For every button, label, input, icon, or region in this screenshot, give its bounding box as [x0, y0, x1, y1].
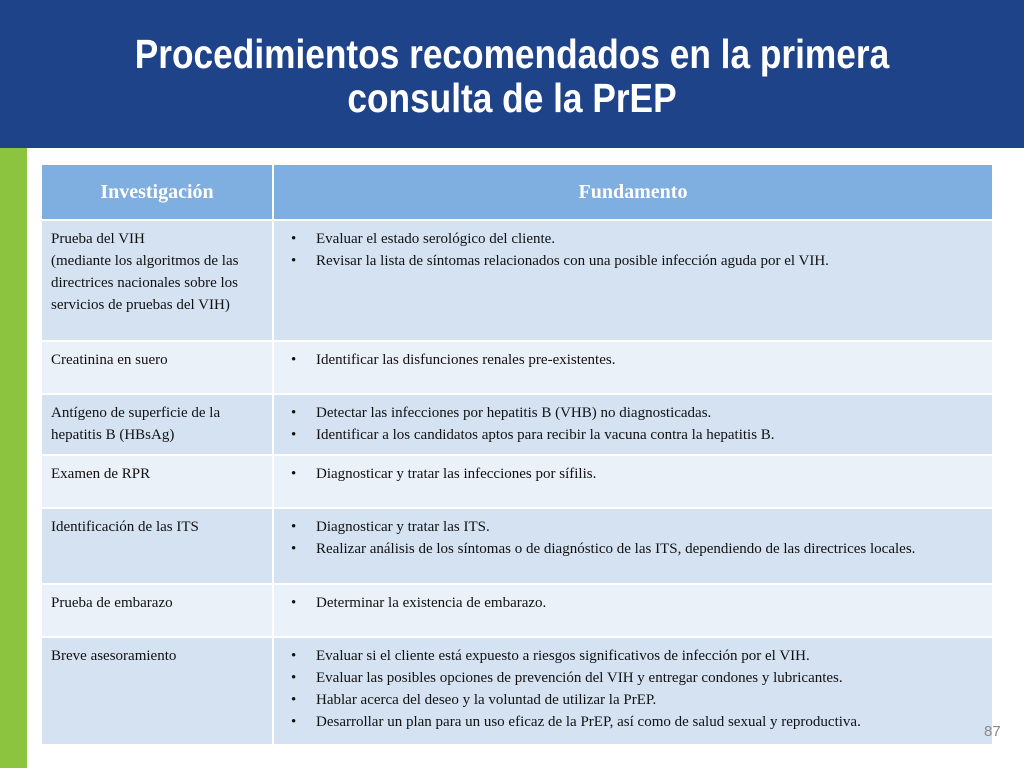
list-item [283, 228, 984, 250]
rationale-text: Identificar las disfunciones renales pre-existentes. [316, 352, 616, 368]
investigation-text: Prueba de embarazo [51, 595, 173, 611]
investigation-cell [41, 508, 273, 584]
rationale-text: Determinar la existencia de embarazo. [316, 595, 547, 611]
bullet-icon: • [291, 253, 297, 269]
investigation-cell [41, 394, 273, 455]
rationale-text: Evaluar el estado serológico del cliente. [316, 231, 556, 247]
slide-title-line-2: consulta de la PrEP [347, 75, 677, 121]
list-item [283, 592, 984, 614]
rationale-text: Revisar la lista de síntomas relacionados con una posible infección aguda por el VIH. [316, 253, 829, 269]
table-row [41, 394, 993, 455]
page-number: 87 [984, 723, 1001, 740]
list-item [283, 689, 984, 711]
rationale-cell [273, 637, 993, 745]
column-header-rationale: Fundamento [273, 164, 993, 220]
investigation-text: Identificación de las ITS [51, 519, 199, 535]
investigation-cell [41, 455, 273, 508]
bullet-icon: • [291, 352, 297, 368]
list-item [283, 711, 984, 733]
bullet-icon: • [291, 541, 297, 557]
investigation-cell [41, 584, 273, 637]
rationale-cell [273, 220, 993, 341]
bullet-icon: • [291, 714, 297, 730]
investigation-cell [41, 220, 273, 341]
bullet-icon: • [291, 595, 297, 611]
list-item [283, 349, 984, 371]
rationale-text: Evaluar las posibles opciones de prevención del VIH y entregar condones y lubricantes. [316, 670, 843, 686]
rationale-text: Realizar análisis de los síntomas o de diagnóstico de las ITS, dependiendo de las directrices locales. [316, 541, 916, 557]
list-item [283, 516, 984, 538]
list-item [283, 645, 984, 667]
rationale-text: Evaluar si el cliente está expuesto a riesgos significativos de infección por el VIH. [316, 648, 810, 664]
list-item [283, 402, 984, 424]
rationale-text: Hablar acerca del deseo y la voluntad de utilizar la PrEP. [316, 692, 657, 708]
rationale-list [283, 228, 984, 272]
table-row [41, 584, 993, 637]
rationale-cell [273, 455, 993, 508]
accent-bar [0, 148, 27, 768]
rationale-cell [273, 584, 993, 637]
bullet-icon: • [291, 231, 297, 247]
rationale-list [283, 349, 984, 371]
table-row [41, 220, 993, 341]
rationale-cell [273, 508, 993, 584]
rationale-text: Detectar las infecciones por hepatitis B (VHB) no diagnosticadas. [316, 405, 712, 421]
investigation-text: Examen de RPR [51, 466, 151, 482]
column-header-investigation: Investigación [41, 164, 273, 220]
bullet-icon: • [291, 427, 297, 443]
investigation-text: Antígeno de superficie de la hepatitis B (HBsAg) [51, 405, 221, 443]
investigation-text: Breve asesoramiento [51, 648, 177, 664]
rationale-text: Diagnosticar y tratar las infecciones por sífilis. [316, 466, 597, 482]
table-body [41, 220, 993, 745]
table-row [41, 508, 993, 584]
list-item [283, 250, 984, 272]
procedures-table-container [40, 163, 992, 746]
list-item [283, 424, 984, 446]
investigation-text: Creatinina en suero [51, 352, 168, 368]
bullet-icon: • [291, 692, 297, 708]
title-banner [0, 0, 1024, 148]
rationale-list [283, 516, 984, 560]
procedures-table [40, 163, 994, 746]
rationale-list [283, 463, 984, 485]
slide-title-line-1: Procedimientos recomendados en la primera [134, 31, 890, 77]
rationale-cell [273, 341, 993, 394]
rationale-list [283, 592, 984, 614]
list-item [283, 538, 984, 560]
table-row [41, 637, 993, 745]
list-item [283, 463, 984, 485]
investigation-text: Prueba del VIH [51, 231, 145, 247]
bullet-icon: • [291, 648, 297, 664]
bullet-icon: • [291, 519, 297, 535]
table-header-row [41, 164, 993, 220]
investigation-cell [41, 637, 273, 745]
investigation-cell [41, 341, 273, 394]
list-item [283, 667, 984, 689]
bullet-icon: • [291, 670, 297, 686]
bullet-icon: • [291, 405, 297, 421]
rationale-list [283, 402, 984, 446]
bullet-icon: • [291, 466, 297, 482]
investigation-text: (mediante los algoritmos de las directrices nacionales sobre los servicios de pruebas del VIH) [51, 253, 239, 313]
table-row [41, 455, 993, 508]
rationale-text: Desarrollar un plan para un uso eficaz de la PrEP, así como de salud sexual y reproductiva. [316, 714, 861, 730]
slide-title [72, 32, 953, 120]
table-row [41, 341, 993, 394]
rationale-list [283, 645, 984, 733]
rationale-text: Diagnosticar y tratar las ITS. [316, 519, 490, 535]
rationale-text: Identificar a los candidatos aptos para recibir la vacuna contra la hepatitis B. [316, 427, 775, 443]
rationale-cell [273, 394, 993, 455]
